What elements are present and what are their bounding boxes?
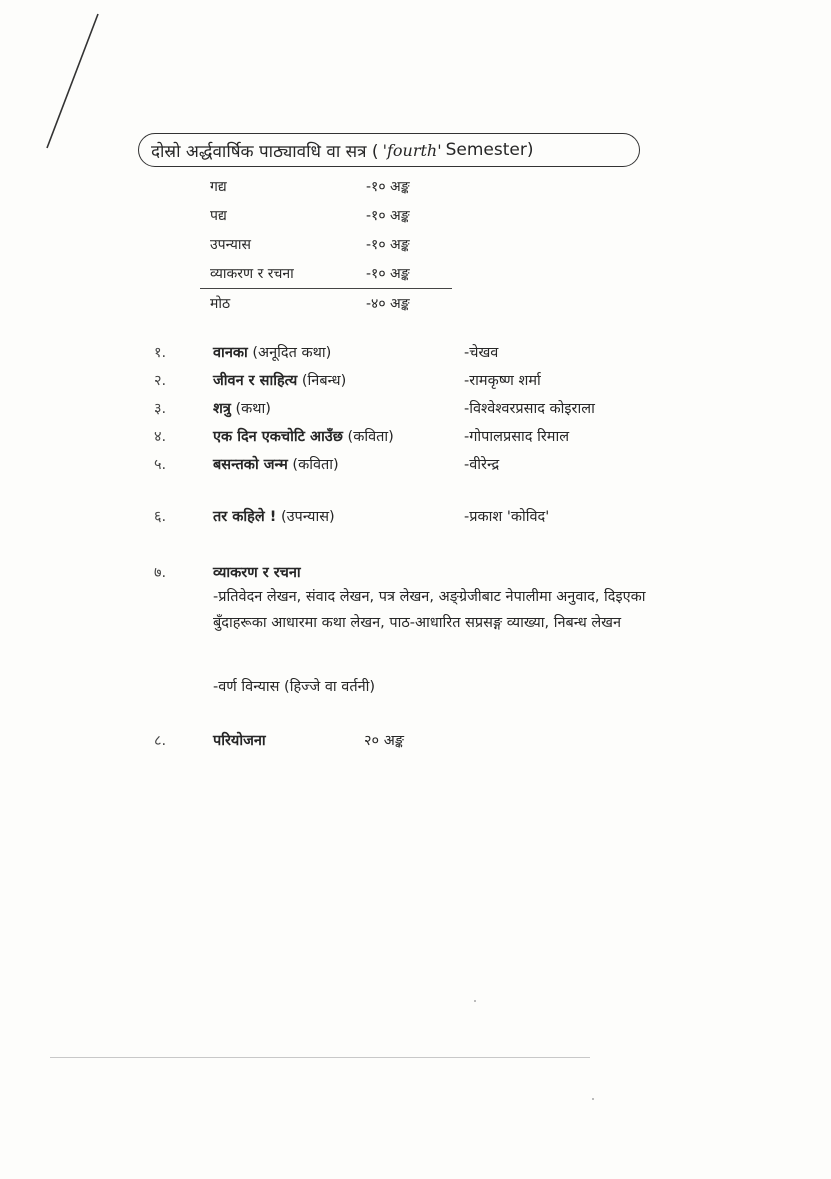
- item-title-text: एक दिन एकचोटि आउँछ: [213, 429, 343, 445]
- item-title: [213, 426, 394, 446]
- item-author: -गोपालप्रसाद रिमाल: [464, 429, 570, 445]
- item-title-text: तर कहिले !: [213, 509, 277, 525]
- item-title: [213, 454, 339, 474]
- marks-total-row: [200, 288, 452, 318]
- marks-distribution-table: [200, 172, 452, 318]
- syllabus-item: [154, 426, 654, 454]
- item-author: -विश्वेश्वरप्रसाद कोइराला: [464, 401, 595, 417]
- marks-label: व्याकरण र रचना: [210, 266, 294, 282]
- marks-row: [200, 201, 452, 230]
- spelling-description: -वर्ण विन्यास (हिज्जे वा वर्तनी): [213, 679, 376, 695]
- title-suffix: Semester): [445, 140, 534, 160]
- item-number: ५.: [154, 457, 167, 473]
- item-title-text: शत्रु: [213, 401, 231, 417]
- item-genre: (कविता): [347, 429, 394, 445]
- syllabus-item: [154, 370, 654, 398]
- marks-value: -१० अङ्क: [366, 179, 410, 195]
- title-handwritten: 'fourth': [382, 140, 442, 160]
- item-genre: (उपन्यास): [280, 509, 335, 525]
- item-author: -प्रकाश 'कोविद': [464, 509, 550, 525]
- item-author: -वीरेन्द्र: [464, 457, 500, 473]
- scan-edge-line: [50, 1057, 590, 1058]
- pen-stroke-mark: [44, 12, 104, 152]
- item-title-text: जीवन र साहित्य: [213, 373, 298, 389]
- semester-title: [138, 133, 640, 167]
- marks-value: -१० अङ्क: [366, 237, 410, 253]
- item-title-text: व्याकरण र रचना: [213, 565, 301, 581]
- grammar-description: -प्रतिवेदन लेखन, संवाद लेखन, पत्र लेखन, अङ्ग्रेजीबाट नेपालीमा अनुवाद, दिइएका बुँदाहरूका आधारमा कथा लेखन, पाठ-आधारित सप्रसङ्ग व्याख्या, निबन्ध लेखन: [213, 589, 646, 631]
- syllabus-item: [154, 506, 654, 534]
- syllabus-item: [154, 454, 654, 482]
- item-genre: (अनूदित कथा): [252, 345, 332, 361]
- marks-row: [200, 259, 452, 288]
- item-title: [213, 398, 271, 418]
- item-title: [213, 562, 301, 582]
- item-number: ३.: [154, 401, 167, 417]
- item-genre: (कथा): [235, 401, 271, 417]
- item-title: [213, 342, 331, 362]
- syllabus-item: [154, 398, 654, 426]
- project-score: २० अङ्क: [364, 733, 404, 749]
- item-title: [213, 370, 346, 390]
- marks-row: [200, 230, 452, 259]
- item-author: -चेखव: [464, 345, 499, 361]
- item-title-text: परियोजना: [213, 733, 266, 749]
- item-title-text: वानका: [213, 345, 248, 361]
- total-value: -४० अङ्क: [366, 296, 410, 312]
- marks-row: [200, 172, 452, 201]
- title-prefix: दोस्रो अर्द्धवार्षिक पाठ्यावधि वा सत्र (: [151, 141, 379, 162]
- item-number: ४.: [154, 429, 167, 445]
- item-number: ८.: [154, 733, 167, 749]
- item-number: ६.: [154, 509, 167, 525]
- item-number: १.: [154, 345, 167, 361]
- item-genre: (कविता): [292, 457, 339, 473]
- item-title-text: बसन्तको जन्म: [213, 457, 288, 473]
- total-label: मोठ: [210, 296, 231, 312]
- item-title: [213, 730, 266, 750]
- item-title: [213, 506, 335, 526]
- marks-value: -१० अङ्क: [366, 266, 410, 282]
- item-author: -रामकृष्ण शर्मा: [464, 373, 541, 389]
- scan-speck: [474, 1000, 476, 1002]
- marks-label: गद्य: [210, 179, 227, 195]
- scan-speck: [592, 1098, 594, 1100]
- item-number: ७.: [154, 565, 167, 581]
- item-genre: (निबन्ध): [301, 373, 347, 389]
- marks-label: पद्य: [210, 208, 227, 224]
- project-item: [154, 730, 654, 758]
- item-number: २.: [154, 373, 167, 389]
- syllabus-item: [154, 342, 654, 370]
- marks-value: -१० अङ्क: [366, 208, 410, 224]
- marks-label: उपन्यास: [210, 237, 251, 253]
